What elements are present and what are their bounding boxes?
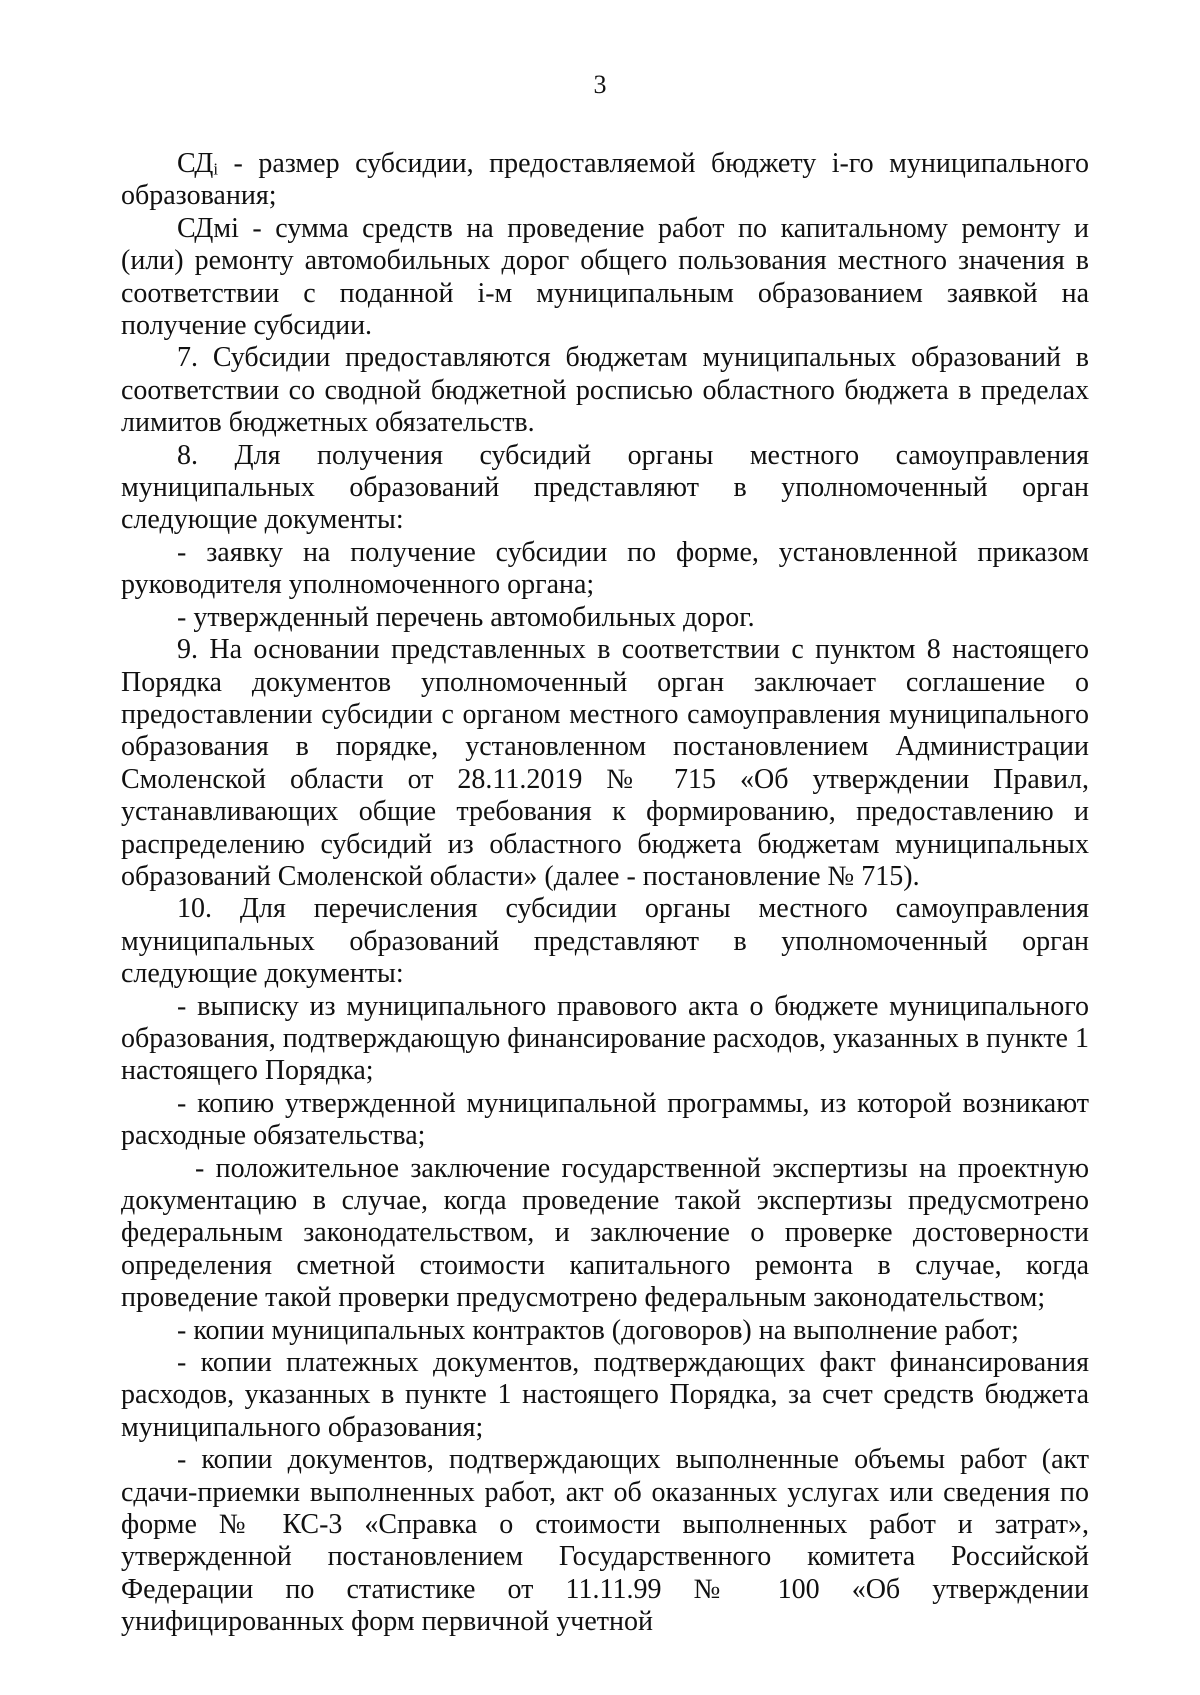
paragraph-sd-definition: СДᵢ - размер субсидии, предоставляемой бюджету i-го муниципального образования; [121, 148, 1089, 212]
list-item-contracts: - копии муниципальных контрактов (договоров) на выполнение работ; [177, 1314, 1019, 1346]
paragraph-item-8: 8. Для получения субсидий органы местного самоуправления муниципальных образований представляют в уполномоченный орган следующие документы: [121, 439, 1089, 536]
paragraph-item-7: 7. Субсидии предоставляются бюджетам муниципальных образований в соответствии со сводной бюджетной росписью областного бюджета в пределах лимитов бюджетных обязательств. [121, 342, 1089, 439]
list-item-road-list: - утвержденный перечень автомобильных дорог. [177, 601, 755, 633]
list-item-budget-extract: - выписку из муниципального правового акта о бюджете муниципального образования, подтверждающую финансирование расходов, указанных в пункте 1 настоящего Порядка; [121, 990, 1089, 1087]
document-body [121, 148, 1089, 1639]
list-item-application: - заявку на получение субсидии по форме, установленной приказом руководителя уполномоченного органа; [121, 536, 1089, 601]
paragraph-sdm-definition: СДмi - сумма средств на проведение работ по капитальному ремонту и (или) ремонту автомобильных дорог общего пользования местного значения в соответствии с поданной i-м муниципальным образованием заявкой на получение субсидии. [121, 212, 1089, 342]
paragraph-item-9: 9. На основании представленных в соответствии с пунктом 8 настоящего Порядка документов уполномоченный орган заключает соглашение о предоставлении субсидии с органом местного самоуправления муниципального образования в порядке, установленном постановлением Администрации Смоленской области от 28.11.2019 № 715 «Об утверждении Правил, устанавливающих общие требования к формированию, предоставлению и распределению субсидий из областного бюджета бюджетам муниципальных образований Смоленской области» (далее - постановление № 715). [121, 634, 1089, 892]
list-item-expertise: - положительное заключение государственной экспертизы на проектную документацию в случае, когда проведение такой экспертизы предусмотрено федеральным законодательством, и заключение о проверке достоверности определения сметной стоимости капитального ремонта в случае, когда проведение такой проверки предусмотрено федеральным законодательством; [121, 1152, 1089, 1314]
list-item-program-copy: - копию утвержденной муниципальной программы, из которой возникают расходные обязательства; [121, 1087, 1089, 1152]
list-item-work-documents: - копии документов, подтверждающих выполненные объемы работ (акт сдачи-приемки выполненных работ, акт об оказанных услугах или сведения по форме № КС-3 «Справка о стоимости выполненных работ и затрат», утвержденной постановлением Государственного комитета Российской Федерации по статистике от 11.11.99 № 100 «Об утверждении унифицированных форм первичной учетной [121, 1444, 1089, 1638]
page-number: 3 [593, 70, 607, 99]
list-item-payment-documents: - копии платежных документов, подтверждающих факт финансирования расходов, указанных в пункте 1 настоящего Порядка, за счет средств бюджета муниципального образования; [121, 1347, 1089, 1443]
paragraph-item-10: 10. Для перечисления субсидии органы местного самоуправления муниципальных образований представляют в уполномоченный орган следующие документы: [121, 893, 1089, 990]
